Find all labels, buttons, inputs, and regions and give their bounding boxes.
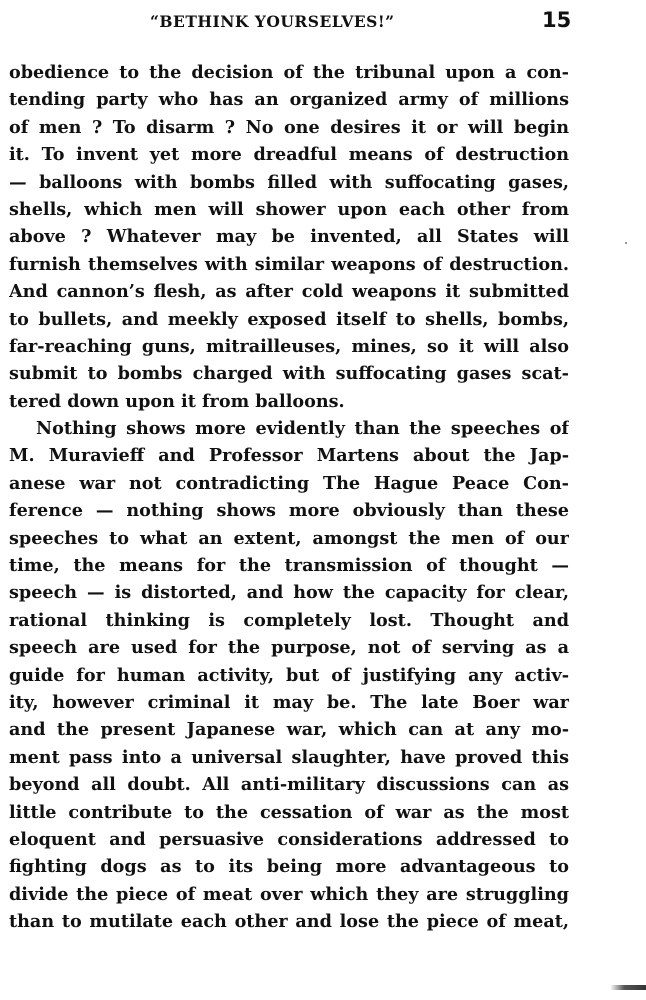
running-title: “BETHINK YOURSELVES!” — [150, 12, 395, 31]
text-line: furnish themselves with similar weapons of destruction. — [9, 253, 569, 275]
text-line: tending party who has an organized army of millions — [9, 89, 569, 111]
text-line: of men ? To disarm ? No one desires it or will begin — [9, 116, 569, 138]
text-line: ference — nothing shows more obviously than these — [9, 500, 569, 522]
running-head — [0, 8, 646, 38]
text-line: than to mutilate each other and lose the piece of meat, — [9, 911, 569, 933]
text-line: eloquent and persuasive considerations addressed to — [9, 828, 569, 850]
text-line: rational thinking is completely lost. Thought and — [9, 609, 569, 631]
text-line: little contribute to the cessation of war as the most — [9, 801, 569, 823]
text-line: above ? Whatever may be invented, all States will — [9, 226, 569, 248]
text-line: time, the means for the transmission of thought — — [9, 555, 569, 577]
text-line: to bullets, and meekly exposed itself to shells, bombs, — [9, 308, 569, 330]
text-line: — balloons with bombs filled with suffocating gases, — [9, 171, 569, 193]
text-line: submit to bombs charged with suffocating gases scat- — [9, 363, 569, 385]
text-line: ity, however criminal it may be. The late Boer war — [9, 691, 569, 713]
paragraph-2 — [9, 415, 569, 935]
text-line: speech are used for the purpose, not of serving as a — [9, 637, 569, 659]
text-line: it. To invent yet more dreadful means of destruction — [9, 144, 569, 166]
text-line: M. Muravieff and Professor Martens about the Jap- — [9, 445, 569, 467]
body-text — [9, 59, 569, 936]
text-line: and the present Japanese war, which can at any mo- — [9, 719, 569, 741]
text-line: guide for human activity, but of justifying any activ- — [9, 664, 569, 686]
text-line: Nothing shows more evidently than the speeches of — [36, 418, 569, 440]
text-line: shells, which men will shower upon each other from — [9, 198, 569, 220]
paragraph-1 — [9, 59, 569, 415]
text-line: And cannon’s flesh, as after cold weapons it submitted — [9, 281, 569, 303]
text-line: anese war not contradicting The Hague Peace Con- — [9, 472, 569, 494]
text-line: fighting dogs as to its being more advantageous to — [9, 856, 569, 878]
text-line: beyond all doubt. All anti-military discussions can as — [9, 774, 569, 796]
ink-speck — [625, 242, 627, 244]
text-line: ment pass into a universal slaughter, have proved this — [9, 746, 569, 768]
text-line: speeches to what an extent, amongst the men of our — [9, 527, 569, 549]
text-line: tered down upon it from balloons. — [9, 390, 345, 412]
page-edge-mark — [610, 985, 646, 990]
text-line: speech — is distorted, and how the capacity for clear, — [9, 582, 569, 604]
text-line: divide the piece of meat over which they are struggling — [9, 883, 569, 905]
text-line: obedience to the decision of the tribunal upon a con- — [9, 62, 569, 83]
page-number: 15 — [542, 8, 572, 32]
text-line: far-reaching guns, mitrailleuses, mines, so it will also — [9, 335, 569, 357]
